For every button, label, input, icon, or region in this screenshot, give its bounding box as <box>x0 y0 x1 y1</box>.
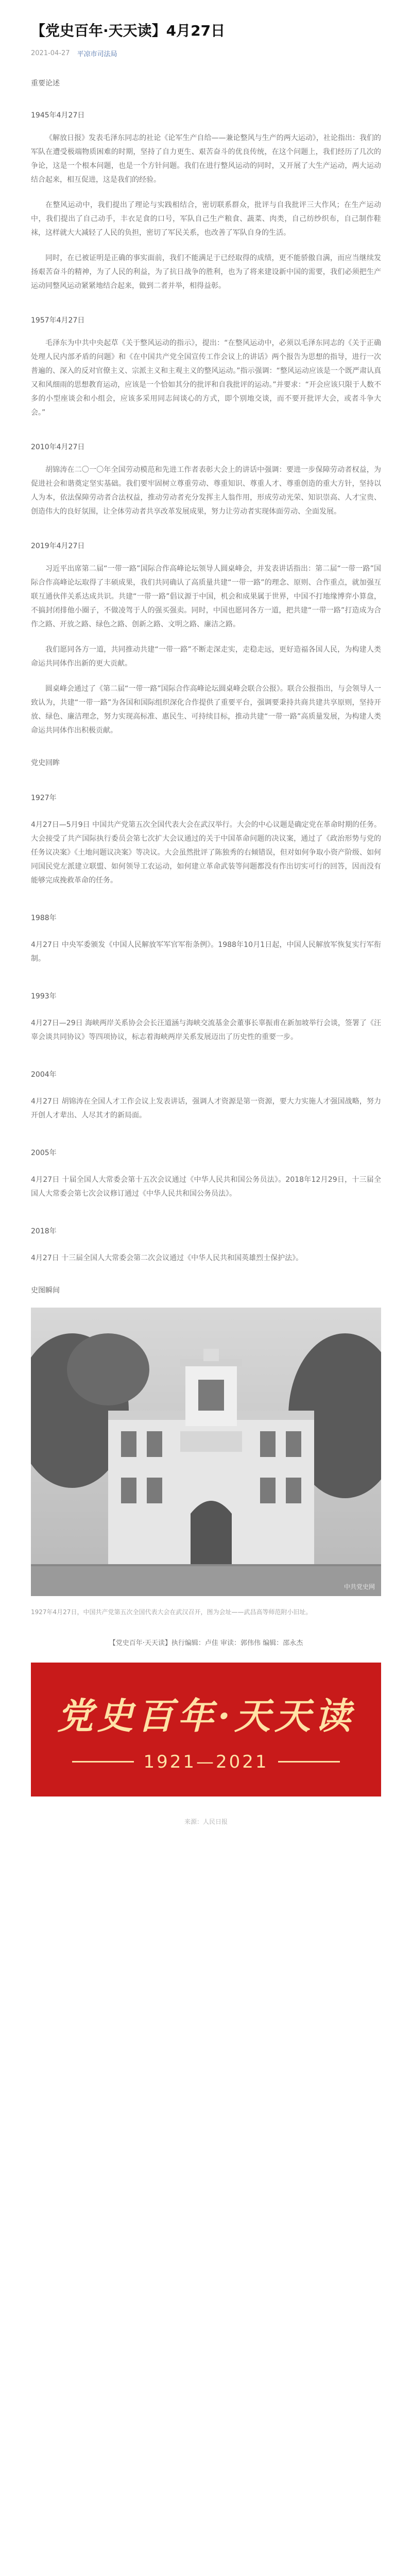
photo-watermark: 中共党史网 <box>344 1583 375 1590</box>
history-item <box>31 792 381 888</box>
history-event: 4月27日 中央军委颁发《中国人民解放军军官军衔条例》。1988年10月1日起，中国人民解放军恢复实行军衔制。 <box>31 941 381 963</box>
history-event: 4月27日 胡锦涛在全国人才工作会议上发表讲话，强调人才资源是第一资源，要大力实施人才强国战略，努力开创人才辈出、人尽其才的新局面。 <box>31 1097 381 1120</box>
statement-block <box>31 110 381 293</box>
history-event: 4月27日 十三届全国人大常委会第二次会议通过《中华人民共和国英雄烈士保护法》。 <box>31 1254 303 1262</box>
history-year: 1988年 <box>31 914 57 922</box>
series-banner <box>31 1663 381 1797</box>
statement-paragraph: 在整风运动中，我们提出了理论与实践相结合，密切联系群众，批评与自我批评三大作风；在生产运动中，我们提出了自己动手，丰衣足食的口号，军队自己生产粮食、蔬菜、肉类，自己纺纱织布，自己制作鞋袜，这样就大大减轻了人民的负担，密切了军民关系，也改善了军队自身的生活。 <box>31 201 381 237</box>
statement-paragraph: 圆桌峰会通过了《第二届“一带一路”国际合作高峰论坛圆桌峰会联合公报》。联合公报指出，与会领导人一致认为，共建“一带一路”为各国和国际组织深化合作提供了重要平台，强调要秉持共商共建共享原则，坚持开放、绿色、廉洁理念，努力实现高标准、惠民生、可持续目标，推动共建“一带一路”高质量发展，为构建人类命运共同体作出积极贡献。 <box>31 685 381 735</box>
section-label-statements: 重要论述 <box>31 79 60 88</box>
history-year: 2004年 <box>31 1071 57 1079</box>
article-meta <box>31 48 381 58</box>
statement-block <box>31 442 381 519</box>
statement-date: 2019年4月27日 <box>31 542 85 550</box>
history-event: 4月27日—29日 海峡两岸关系协会会长汪道涵与海峡交流基金会董事长辜振甫在新加坡举行会谈，签署了《汪辜会谈共同协议》等四项协议，标志着海峡两岸关系发展迈出了历史性的重要一步。 <box>31 1019 381 1041</box>
statement-block <box>31 540 381 738</box>
statement-date: 1945年4月27日 <box>31 111 85 120</box>
publish-date: 2021-04-27 <box>31 49 70 57</box>
statement-paragraph: 同时，在已被证明是正确的事实面前，我们不能满足于已经取得的成绩，更不能骄傲自满，而应当继续发扬艰苦奋斗的精神，为了人民的利益，为了抗日战争的胜利，也为了将来建设新中国的需要，我们必须把生产运动同整风运动紧紧地结合起来，做到二者并举，相得益彰。 <box>31 254 381 290</box>
history-item <box>31 1226 381 1265</box>
article-title: 【党史百年·天天读】4月27日 <box>31 22 226 39</box>
statement-paragraph: 《解放日报》发表毛泽东同志的社论《论军生产自给——兼论整风与生产的两大运动》，社论指出：我们的军队在遭受极端物质困难的时期，坚持了自力更生、艰苦奋斗的优良传统，在这个问题上，我们经历了几次的争论，这是一个根本问题，也是一个方针问题。我们在进行整风运动的同时，又开展了大生产运动，两大运动结合起来，相互促进，这是我们的经验。 <box>31 134 381 184</box>
banner-years-row <box>72 1752 339 1772</box>
building-photo <box>31 1308 381 1596</box>
statement-date: 1957年4月27日 <box>31 316 85 325</box>
statement-paragraph: 我们愿同各方一道，共同推动共建“一带一路”不断走深走实，走稳走远，更好造福各国人民，为构建人类命运共同体作出新的更大贡献。 <box>31 646 381 668</box>
banner-title: 党史百年·天天读 <box>57 1694 355 1737</box>
statement-paragraph: 习近平出席第二届“一带一路”国际合作高峰论坛领导人圆桌峰会，并发表讲话指出：第二届“一带一路”国际合作高峰论坛取得了丰硕成果，我们共同确认了高质量共建“一带一路”的理念、原则、合作重点，就加强互联互通伙伴关系达成共识。共建“一带一路”倡议源于中国，机会和成果属于世界，中国不打地缘博弈小算盘，不搞封闭排他小圈子，不做凌驾于人的强买强卖。同时，中国也愿同各方一道，把共建“一带一路”打造成为合作之路、开放之路、绿色之路、创新之路、文明之路、廉洁之路。 <box>31 565 381 629</box>
statement-block <box>31 315 381 420</box>
historic-photo <box>31 1308 381 1596</box>
statement-paragraph: 毛泽东为中共中央起草《关于整风运动的指示》，提出：“在整风运动中，必须以毛泽东同志的《关于正确处理人民内部矛盾的问题》和《在中国共产党全国宣传工作会议上的讲话》两个报告为思想的指导，进行一次普遍的、深入的反对官僚主义、宗派主义和主观主义的整风运动。”指示强调：“整风运动应该是一个既严肃认真又和风细雨的思想教育运动，应该是一个恰如其分的批评和自我批评的运动。”并要求：“开会应该只限于人数不多的小型座谈会和小组会，应该多采用同志间谈心的方式，即个别地交谈，而不要开批评大会，或者斗争大会。” <box>31 339 381 417</box>
banner-years: 1921—2021 <box>143 1751 269 1772</box>
editor-credits: 【党史百年·天天读】执行编辑：卢佳 审读：郭伟伟 编辑：邵永杰 <box>109 1639 303 1647</box>
history-item <box>31 1147 381 1201</box>
history-event: 4月27日—5月9日 中国共产党第五次全国代表大会在武汉举行。大会的中心议题是确定党在革命时期的任务。大会接受了共产国际执行委员会第七次扩大会议通过的关于中国革命问题的决议案，通过了《政治形势与党的任务议决案》《土地问题议决案》等决议。大会虽然批评了陈独秀的右倾错误，但对如何争取小资产阶级、如何同国民党左派建立联盟、如何领导工农运动，如何建立革命武装等问题都没有作出切实可行的回答，因而没有能够完成挽救革命的任务。 <box>31 821 381 885</box>
statement-paragraph: 胡锦涛在二〇一〇年全国劳动模范和先进工作者表彰大会上的讲话中强调：要进一步保障劳动者权益，为促进社会和谐奠定坚实基础。我们要牢固树立尊重劳动、尊重知识、尊重人才、尊重创造的重大方针，坚持以人为本，依法保障劳动者合法权益，推动劳动者充分发挥主人翁作用，形成劳动光荣、知识崇高、人才宝贵、创造伟大的良好氛围，让全体劳动者共享改革发展成果，努力让劳动者实现体面劳动、全面发展。 <box>31 466 381 516</box>
photo-caption: 1927年4月27日，中国共产党第五次全国代表大会在武汉召开，图为会址——武昌高等师范附小旧址。 <box>31 1608 312 1616</box>
footer-source: 来源：人民日报 <box>184 1818 228 1825</box>
history-item <box>31 1069 381 1123</box>
section-label-photo: 史图瞬间 <box>31 1286 60 1295</box>
history-year: 2005年 <box>31 1149 57 1157</box>
banner-rule <box>72 1761 134 1762</box>
history-item <box>31 991 381 1044</box>
history-item <box>31 912 381 966</box>
source-link[interactable]: 平凉市司法局 <box>77 50 117 58</box>
history-year: 1993年 <box>31 992 57 1001</box>
section-label-history: 党史回眸 <box>31 759 60 767</box>
statement-date: 2010年4月27日 <box>31 443 85 451</box>
history-event: 4月27日 十届全国人大常委会第十五次会议通过《中华人民共和国公务员法》。2018年12月29日，十三届全国人大常委会第七次会议修订通过《中华人民共和国公务员法》。 <box>31 1176 381 1198</box>
history-year: 2018年 <box>31 1227 57 1235</box>
history-year: 1927年 <box>31 794 57 802</box>
banner-rule <box>278 1761 340 1762</box>
